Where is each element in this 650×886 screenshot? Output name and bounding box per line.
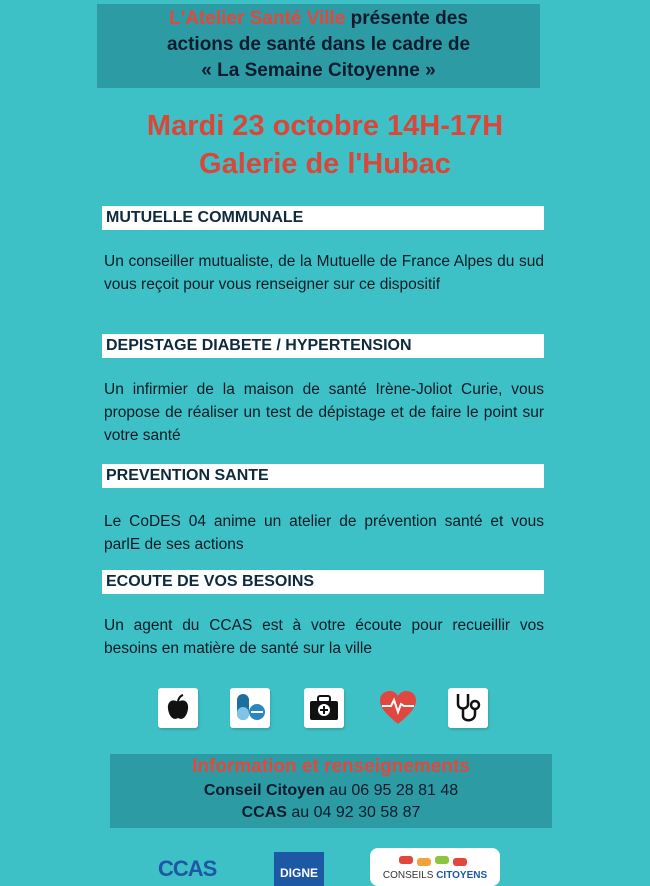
section-title-prevention: PREVENTION SANTE — [102, 464, 544, 488]
header-line-3: « La Semaine Citoyenne » — [201, 60, 436, 81]
info-title: Information et renseignements — [192, 756, 470, 777]
header-box — [97, 4, 540, 88]
info-contact-ccas-label: CCAS — [241, 804, 287, 821]
ccas-logo: CCAS — [158, 856, 217, 881]
heartbeat-icon — [378, 688, 418, 728]
header-line-2: actions de santé dans le cadre de — [166, 34, 471, 55]
section-body-depistage: Un infirmier de la maison de santé Irène-Joliot Curie, vous propose de réaliser un test de dépistage et de faire le point sur votre santé — [104, 381, 544, 444]
section-title-mutuelle: MUTUELLE COMMUNALE — [102, 206, 544, 230]
info-contact-ccas — [110, 804, 552, 822]
stethoscope-icon — [448, 688, 488, 728]
conseils-label: CONSEILS — [382, 870, 434, 881]
header-line-1-rest: présente des — [345, 8, 468, 29]
digne-logo: DIGNE — [274, 852, 324, 886]
apple-icon — [158, 688, 198, 728]
info-contact-conseil-phone: au 06 95 28 81 48 — [324, 782, 459, 799]
info-contact-conseil-label: Conseil Citoyen — [203, 782, 325, 799]
info-contact-conseil — [110, 782, 552, 800]
event-place: Galerie de l'Hubac — [199, 148, 451, 180]
brand-name: L'Atelier Santé Ville — [169, 8, 346, 29]
section-title-depistage: DEPISTAGE DIABETE / HYPERTENSION — [102, 334, 544, 358]
section-body-mutuelle: Un conseiller mutualiste, de la Mutuelle de France Alpes du sud vous reçoit pour vous renseigner sur ce dispositif — [104, 253, 544, 293]
conseils-citoyens-logo — [370, 848, 500, 886]
event-date: Mardi 23 octobre 14H-17H — [146, 110, 504, 142]
medical-kit-icon — [304, 688, 344, 728]
logos-row — [0, 846, 650, 886]
info-contact-ccas-phone: au 04 92 30 58 87 — [286, 804, 421, 821]
header-line-1 — [97, 6, 540, 32]
info-box — [110, 754, 552, 828]
section-body-prevention: Le CoDES 04 anime un atelier de prévention santé et vous parlE de ses actions — [104, 513, 544, 553]
section-title-ecoute: ECOUTE DE VOS BESOINS — [102, 570, 544, 594]
citoyens-label: CITOYENS — [436, 870, 488, 881]
icons-row — [0, 688, 650, 736]
section-body-ecoute: Un agent du CCAS est à votre écoute pour recueillir vos besoins en matière de santé sur la ville — [104, 617, 544, 657]
pills-icon — [230, 688, 270, 728]
speech-bubbles-icon — [395, 854, 475, 868]
